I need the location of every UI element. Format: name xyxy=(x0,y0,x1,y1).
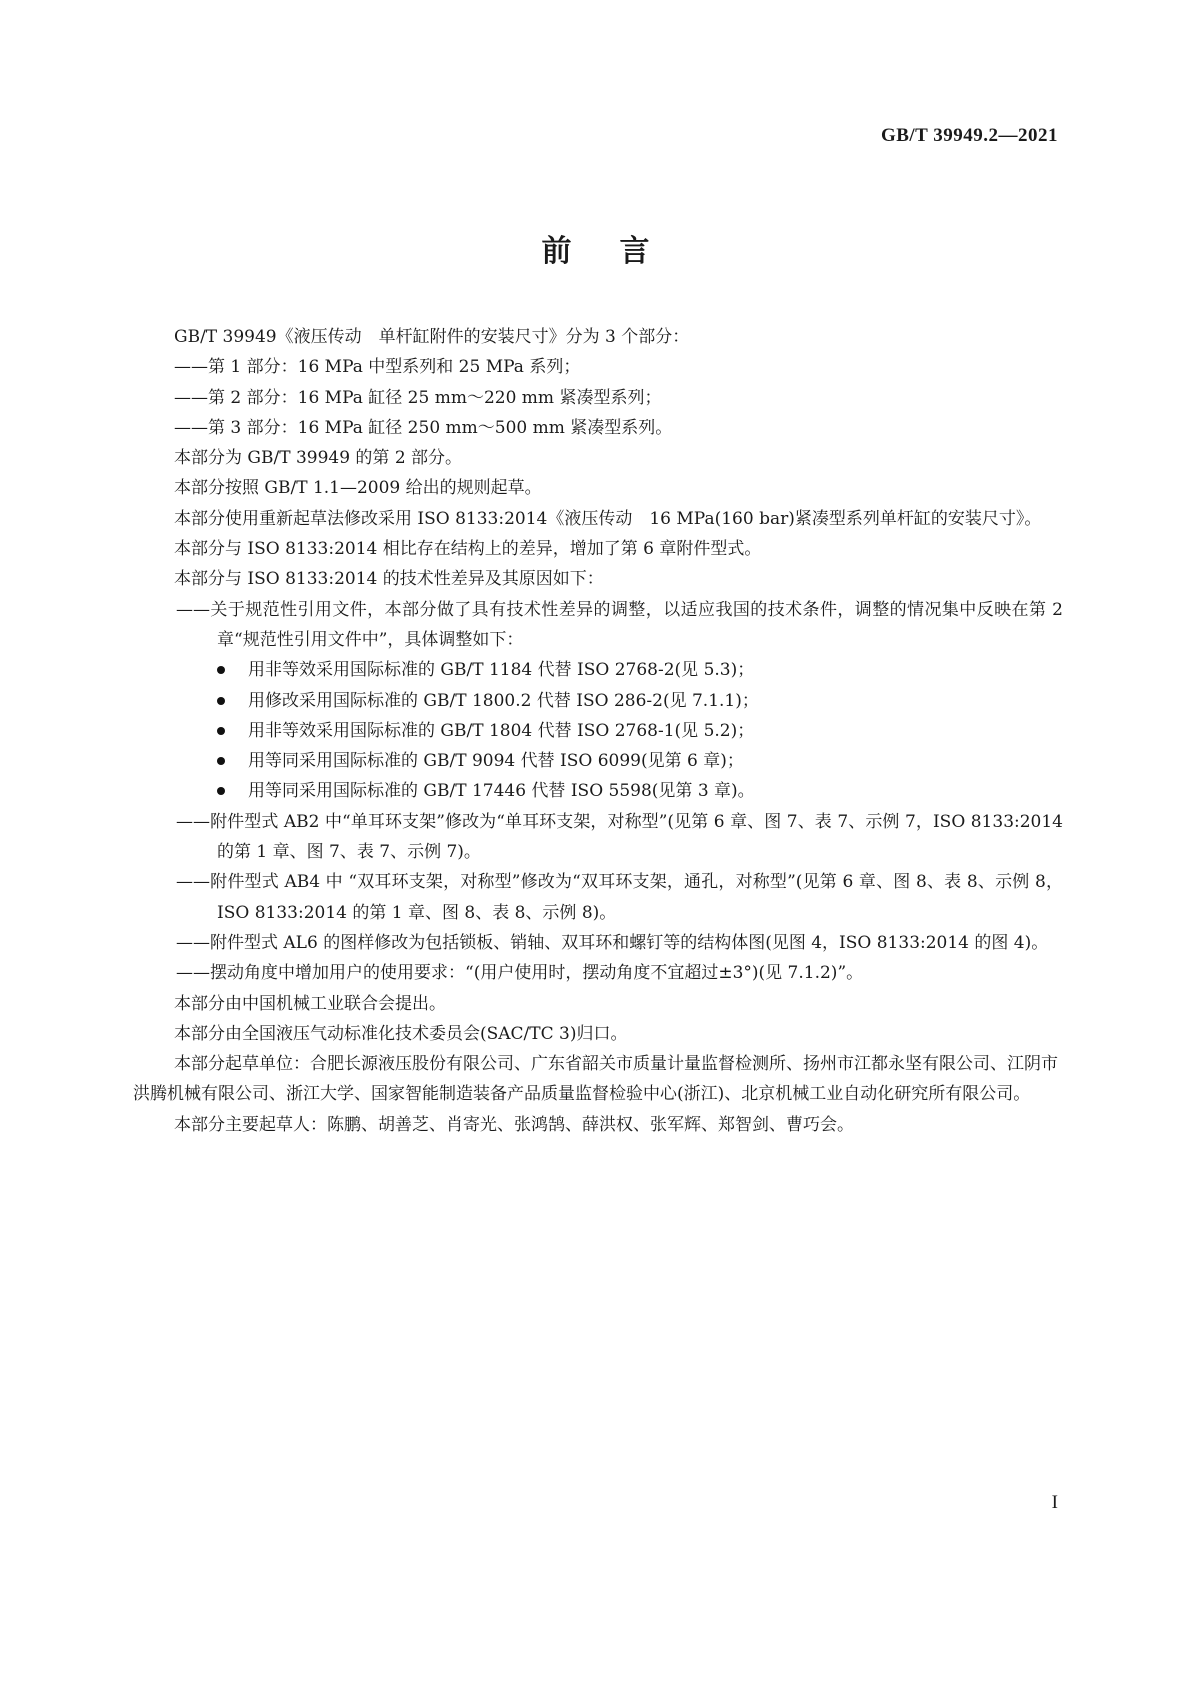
intro-paragraph: GB/T 39949《液压传动 单杆缸附件的安装尺寸》分为 3 个部分： xyxy=(174,327,690,347)
foreword-body xyxy=(133,322,1063,1140)
drafting-units-paragraph: 本部分起草单位：合肥长源液压股份有限公司、广东省韶关市质量计量监督检测所、扬州市江都永坚有限公司、江阴市洪腾机械有限公司、浙江大学、国家智能制造装备产品质量监督检验中心(浙江)、北京机械工业自动化研究所有限公司。 xyxy=(133,1054,1058,1105)
bullet-dot-icon xyxy=(217,697,225,705)
bullet-item xyxy=(133,686,1063,716)
bullet-dot-icon xyxy=(217,787,225,795)
bullet-text: 用等同采用国际标准的 GB/T 17446 代替 ISO 5598(见第 3 章)。 xyxy=(248,781,755,802)
part-3-item: ——第 3 部分：16 MPa 缸径 250 mm～500 mm 紧凑型系列。 xyxy=(174,417,673,438)
swing-angle-change-item: ——摆动角度中增加用户的使用要求：“(用户使用时，摆动角度不宜超过±3°)(见 7.1.2)”。 xyxy=(176,963,864,984)
tech-diff-paragraph: 本部分与 ISO 8133:2014 的技术性差异及其原因如下： xyxy=(174,569,604,590)
bullet-text: 用非等效采用国际标准的 GB/T 1804 代替 ISO 2768-1(见 5.2)； xyxy=(248,720,755,741)
page-title: 前言 xyxy=(541,234,698,269)
replacement-bullet-list xyxy=(133,655,1063,806)
part-2-item: ——第 2 部分：16 MPa 缸径 25 mm～220 mm 紧凑型系列； xyxy=(174,387,662,408)
part-1-item: ——第 1 部分：16 MPa 中型系列和 25 MPa 系列； xyxy=(174,357,581,378)
bullet-item xyxy=(133,716,1063,746)
bullet-item xyxy=(133,776,1063,806)
ab2-change-item: ——附件型式 AB2 中“单耳环支架”修改为“单耳环支架，对称型”(见第 6 章、图 7、表 7、示例 7，ISO 8133:2014 的第 1 章、图 7、表 7、示例 7)。 xyxy=(176,811,1063,863)
al6-change-item: ——附件型式 AL6 的图样修改为包括锁板、销轴、双耳环和螺钉等的结构体图(见图 4，ISO 8133:2014 的图 4)。 xyxy=(176,932,1049,953)
bullet-text: 用非等效采用国际标准的 GB/T 1184 代替 ISO 2768-2(见 5.3)； xyxy=(248,660,755,681)
drafting-rules-paragraph: 本部分按照 GB/T 1.1—2009 给出的规则起草。 xyxy=(174,478,542,499)
bullet-dot-icon xyxy=(217,757,225,765)
ab4-change-item: ——附件型式 AB4 中 “双耳环支架，对称型”修改为“双耳环支架，通孔，对称型”(见第 6 章、图 8、表 8、示例 8，ISO 8133:2014 的第 1 章、图 8、表 8、示例 8)。 xyxy=(176,872,1063,923)
drafters-paragraph: 本部分主要起草人：陈鹏、胡善芝、肖寄光、张鸿鹄、薛洪权、张军辉、郑智剑、曹巧会。 xyxy=(174,1114,854,1135)
bullet-dot-icon xyxy=(217,666,225,674)
centralized-by-paragraph: 本部分由全国液压气动标准化技术委员会(SAC/TC 3)归口。 xyxy=(174,1023,628,1044)
structure-diff-paragraph: 本部分与 ISO 8133:2014 相比存在结构上的差异，增加了第 6 章附件型式。 xyxy=(174,539,762,560)
bullet-item xyxy=(133,655,1063,685)
document-code: GB/T 39949.2—2021 xyxy=(880,125,1058,146)
bullet-text: 用等同采用国际标准的 GB/T 9094 代替 ISO 6099(见第 6 章)； xyxy=(248,751,744,772)
adoption-paragraph: 本部分使用重新起草法修改采用 ISO 8133:2014《液压传动 16 MPa(160 bar)紧凑型系列单杆缸的安装尺寸》。 xyxy=(174,508,1042,529)
part-of-paragraph: 本部分为 GB/T 39949 的第 2 部分。 xyxy=(174,448,463,469)
proposed-by-paragraph: 本部分由中国机械工业联合会提出。 xyxy=(174,993,446,1014)
normative-references-item: ——关于规范性引用文件，本部分做了具有技术性差异的调整，以适应我国的技术条件，调整的情况集中反映在第 2 章“规范性引用文件中”，具体调整如下： xyxy=(176,599,1063,650)
bullet-text: 用修改采用国际标准的 GB/T 1800.2 代替 ISO 286-2(见 7.1.1)； xyxy=(248,690,759,711)
bullet-item xyxy=(133,746,1063,776)
bullet-dot-icon xyxy=(217,727,225,735)
page-number: I xyxy=(1051,1492,1058,1513)
